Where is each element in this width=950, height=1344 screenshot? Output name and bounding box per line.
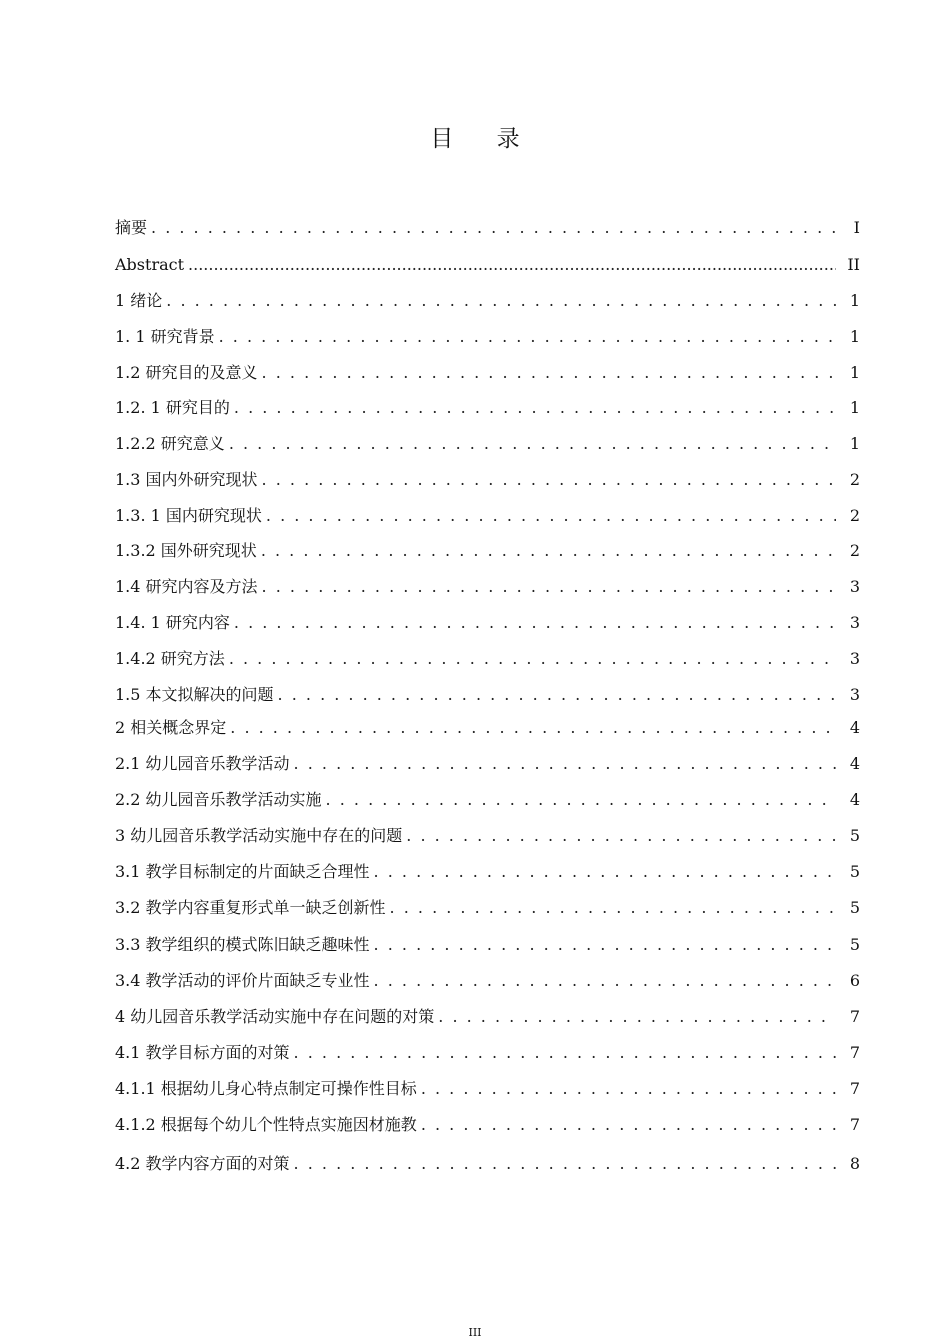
toc-entry[interactable] [115, 1076, 860, 1102]
toc-entry-page: 7 [849, 1115, 860, 1134]
toc-leader-dots [406, 823, 836, 849]
toc-leader-dots [219, 324, 836, 350]
toc-entry-page: 1 [849, 291, 860, 310]
toc-entry[interactable] [115, 859, 860, 885]
toc-entry-page: 3 [849, 649, 860, 668]
toc-leader-dots [262, 360, 836, 386]
toc-entry-label: 3.4 教学活动的评价片面缺乏专业性 [115, 971, 370, 990]
toc-entry[interactable] [115, 288, 860, 314]
toc-entry[interactable] [115, 395, 860, 421]
toc-entry-page: 1 [849, 398, 860, 417]
toc-entry-page: 7 [849, 1007, 860, 1026]
toc-entry[interactable] [115, 787, 860, 813]
toc-leader-dots [390, 895, 836, 921]
toc-leader-dots [262, 574, 836, 600]
toc-entry-label: 1.3 国内外研究现状 [115, 470, 258, 489]
toc-entry-label: 2.1 幼儿园音乐教学活动 [115, 754, 290, 773]
toc-leader-dots [229, 431, 836, 457]
toc-entry[interactable] [115, 215, 860, 241]
toc-entry-page: 4 [849, 718, 860, 737]
toc-entry-label: 1. 1 研究背景 [115, 327, 215, 346]
toc-entry-label: 1.3. 1 国内研究现状 [115, 506, 262, 525]
toc-leader-dots [229, 646, 836, 672]
toc-entry-label: 4.1 教学目标方面的对策 [115, 1043, 290, 1062]
toc-entry[interactable] [115, 932, 860, 958]
toc-leader-dots [278, 682, 836, 708]
toc-leader-dots [294, 1040, 836, 1066]
toc-entry-label: 3.2 教学内容重复形式单一缺乏创新性 [115, 898, 386, 917]
toc-entry[interactable] [115, 682, 860, 708]
toc-entry-label: 4.2 教学内容方面的对策 [115, 1154, 290, 1173]
toc-entry[interactable] [115, 252, 860, 278]
toc-entry-page: 3 [849, 685, 860, 704]
toc-entry-page: 1 [849, 327, 860, 346]
toc-leader-dots [294, 751, 836, 777]
toc-entry[interactable] [115, 823, 860, 849]
toc-leader-dots [230, 715, 836, 741]
toc-entry[interactable] [115, 1151, 860, 1177]
toc-entry[interactable] [115, 1004, 860, 1030]
toc-entry-page: 4 [849, 790, 860, 809]
toc-leader-dots [266, 503, 836, 529]
toc-entry-label: 1.4. 1 研究内容 [115, 613, 230, 632]
toc-entry-page: 2 [849, 506, 860, 525]
toc-entry-label: 1.5 本文拟解决的问题 [115, 685, 274, 704]
toc-entry[interactable] [115, 467, 860, 493]
toc-entry-page: 8 [849, 1154, 860, 1173]
toc-entry-label: 1 绪论 [115, 291, 163, 310]
toc-entry[interactable] [115, 324, 860, 350]
toc-entry-label: 3 幼儿园音乐教学活动实施中存在的问题 [115, 826, 403, 845]
toc-leader-dots [262, 467, 836, 493]
toc-entry[interactable] [115, 646, 860, 672]
toc-entry[interactable] [115, 968, 860, 994]
toc-entry-label: 1.4.2 研究方法 [115, 649, 225, 668]
toc-leader-dots [421, 1112, 836, 1138]
toc-leader-dots [374, 968, 836, 994]
toc-entry-page: 4 [849, 754, 860, 773]
toc-entry-label: 1.2.2 研究意义 [115, 434, 225, 453]
toc-entry-page: 7 [849, 1079, 860, 1098]
toc-leader-dots [326, 787, 836, 813]
toc-entry[interactable] [115, 1040, 860, 1066]
toc-entry-label: 1.3.2 国外研究现状 [115, 541, 257, 560]
toc-entry-label: Abstract [115, 255, 185, 274]
toc-entry-label: 1.2. 1 研究目的 [115, 398, 230, 417]
toc-entry[interactable] [115, 574, 860, 600]
toc-entry[interactable] [115, 360, 860, 386]
toc-entry[interactable] [115, 715, 860, 741]
toc-entry-label: 3.3 教学组织的模式陈旧缺乏趣味性 [115, 935, 370, 954]
toc-entry-label: 摘要 [115, 218, 148, 237]
toc-entry-label: 3.1 教学目标制定的片面缺乏合理性 [115, 862, 370, 881]
toc-entry-page: 7 [849, 1043, 860, 1062]
toc-entry-label: 2 相关概念界定 [115, 718, 227, 737]
toc-leader-dots [374, 932, 836, 958]
toc-entry[interactable] [115, 538, 860, 564]
toc-leader-dots [166, 288, 836, 314]
toc-entry[interactable] [115, 1112, 860, 1138]
toc-entry-label: 2.2 幼儿园音乐教学活动实施 [115, 790, 322, 809]
toc-leader-dots [374, 859, 836, 885]
toc-leader-dots [234, 395, 836, 421]
toc-entry-page: 2 [849, 470, 860, 489]
toc-entry[interactable] [115, 503, 860, 529]
toc-leader-dots [234, 610, 836, 636]
toc-leader-dots [438, 1004, 836, 1030]
toc-entry-label: 4.1.1 根据幼儿身心特点制定可操作性目标 [115, 1079, 417, 1098]
toc-entry-page: 1 [849, 434, 860, 453]
toc-entry-page: II [847, 255, 860, 274]
toc-leader-dots [151, 215, 836, 241]
toc-entry-page: I [853, 218, 860, 237]
toc-entry-page: 2 [849, 541, 860, 560]
toc-entry-page: 5 [849, 935, 860, 954]
toc-entry-page: 1 [849, 363, 860, 382]
toc-entry-page: 5 [849, 862, 860, 881]
toc-entry[interactable] [115, 751, 860, 777]
toc-title: 目 录 [430, 126, 538, 152]
footer-page-number: III [468, 1326, 482, 1339]
toc-entry-label: 1.2 研究目的及意义 [115, 363, 258, 382]
toc-leader-dots [294, 1151, 836, 1177]
toc-leader-dots [188, 252, 836, 278]
toc-entry-page: 6 [849, 971, 860, 990]
toc-entry-page: 5 [849, 898, 860, 917]
toc-entry[interactable] [115, 431, 860, 457]
toc-entry[interactable] [115, 895, 860, 921]
toc-entry-page: 5 [849, 826, 860, 845]
toc-entry-page: 3 [849, 613, 860, 632]
toc-entry[interactable] [115, 610, 860, 636]
toc-leader-dots [261, 538, 836, 564]
toc-entry-label: 4.1.2 根据每个幼儿个性特点实施因材施教 [115, 1115, 417, 1134]
toc-leader-dots [421, 1076, 836, 1102]
toc-entry-label: 1.4 研究内容及方法 [115, 577, 258, 596]
toc-entry-label: 4 幼儿园音乐教学活动实施中存在问题的对策 [115, 1007, 435, 1026]
toc-entry-page: 3 [849, 577, 860, 596]
